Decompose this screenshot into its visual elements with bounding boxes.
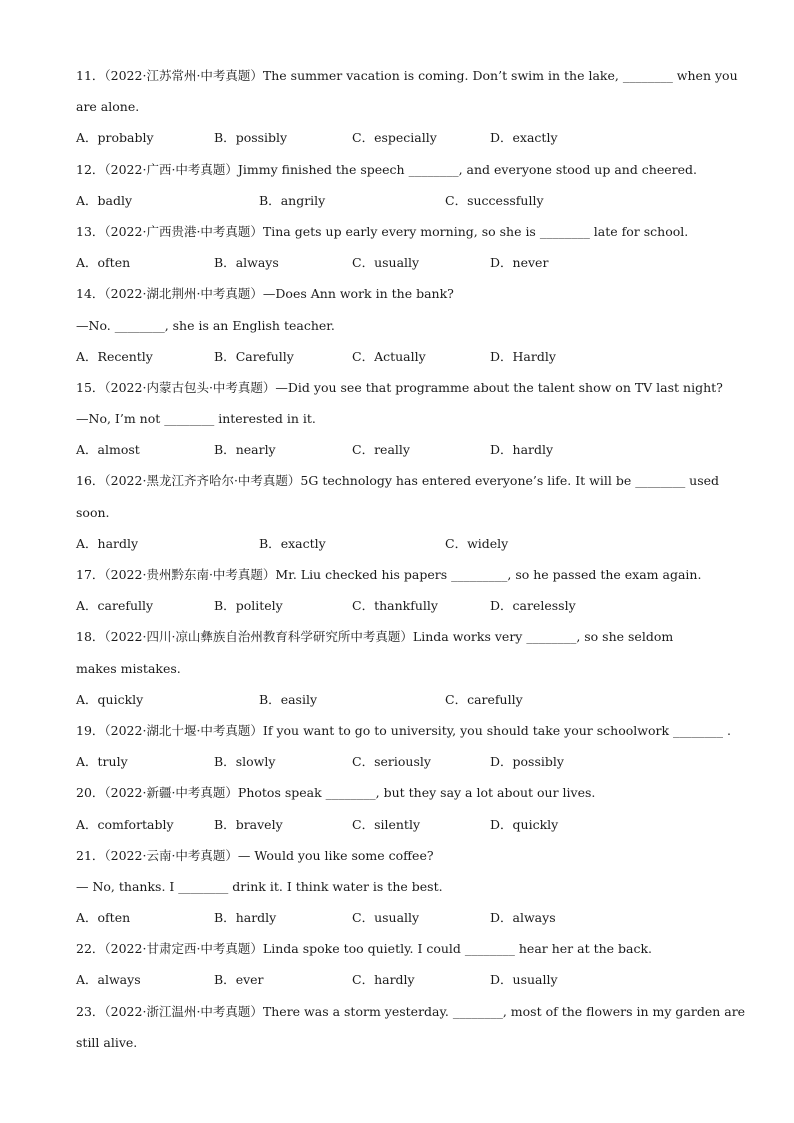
option-letter: C．	[352, 598, 375, 614]
option-text: always	[512, 910, 556, 926]
option-letter: B．	[214, 972, 236, 988]
option-text: never	[512, 255, 549, 271]
option-letter: B．	[214, 255, 236, 271]
answer-options	[76, 185, 716, 216]
option-letter: C．	[352, 816, 375, 832]
answer-option[interactable]	[76, 341, 153, 372]
question-text-line: 14．（2022·湖北荆州·中考真题）—Does Ann work in the bank?	[76, 286, 454, 302]
answer-option[interactable]	[76, 122, 154, 153]
option-text: hardly	[235, 910, 277, 926]
question-item	[76, 777, 716, 839]
option-letter: B．	[259, 192, 281, 208]
answer-option[interactable]	[214, 434, 276, 465]
option-letter: D．	[490, 130, 513, 146]
question-text-line: 12．（2022·广西·中考真题）Jimmy finished the speech ________, and everyone stood up and cheered.	[76, 161, 697, 177]
answer-option[interactable]	[490, 590, 576, 621]
answer-option[interactable]	[214, 122, 287, 153]
option-letter: C．	[352, 348, 375, 364]
option-letter: A．	[76, 754, 98, 770]
option-text: politely	[235, 598, 283, 614]
answer-option[interactable]	[76, 684, 143, 715]
option-letter: C．	[445, 192, 468, 208]
option-text: Carefully	[235, 348, 294, 364]
option-letter: A．	[76, 442, 98, 458]
question-text-line: are alone.	[76, 99, 140, 115]
answer-option[interactable]	[352, 341, 426, 372]
question-text-line: 22．（2022·甘肃定西·中考真题）Linda spoke too quietly. I could ________ hear her at the back.	[76, 941, 653, 957]
option-letter: A．	[76, 255, 98, 271]
answer-option[interactable]	[76, 746, 128, 777]
answer-options	[76, 434, 716, 465]
question-item	[76, 154, 716, 216]
option-text: angrily	[280, 192, 326, 208]
question-item	[76, 996, 746, 1058]
answer-option[interactable]	[214, 746, 275, 777]
question-text-line: 11．（2022·江苏常州·中考真题）The summer vacation is coming. Don’t swim in the lake, ________ when you	[76, 68, 738, 83]
answer-option[interactable]	[352, 809, 420, 840]
answer-option[interactable]	[76, 809, 174, 840]
option-text: exactly	[280, 535, 326, 551]
option-text: ever	[235, 972, 264, 988]
option-text: quickly	[512, 816, 559, 832]
question-item	[76, 216, 716, 278]
option-text: usually	[374, 910, 420, 926]
answer-option[interactable]	[214, 341, 294, 372]
option-letter: A．	[76, 192, 98, 208]
answer-option[interactable]	[490, 434, 553, 465]
answer-options	[76, 528, 716, 559]
answer-option[interactable]	[490, 122, 558, 153]
option-letter: A．	[76, 910, 98, 926]
option-text: always	[97, 972, 141, 988]
answer-option[interactable]	[259, 528, 326, 559]
question-item	[76, 621, 716, 715]
question-item	[76, 715, 731, 777]
answer-option[interactable]	[445, 185, 544, 216]
answer-options	[76, 341, 716, 372]
question-item	[76, 465, 720, 559]
answer-option[interactable]	[76, 434, 140, 465]
answer-option[interactable]	[352, 902, 419, 933]
answer-option[interactable]	[490, 746, 564, 777]
question-text-line: 23．（2022·浙江温州·中考真题）There was a storm yesterday. ________, most of the flowers in my garden are	[76, 1003, 746, 1019]
answer-option[interactable]	[76, 590, 153, 621]
answer-option[interactable]	[76, 964, 141, 995]
answer-option[interactable]	[352, 247, 419, 278]
answer-options	[76, 122, 716, 153]
answer-options	[76, 809, 716, 840]
option-text: possibly	[235, 130, 288, 146]
option-text: nearly	[235, 442, 276, 458]
option-text: usually	[512, 972, 558, 988]
option-letter: B．	[214, 598, 236, 614]
option-text: exactly	[512, 130, 558, 146]
option-letter: B．	[214, 442, 236, 458]
answer-option[interactable]	[490, 341, 556, 372]
option-letter: D．	[490, 972, 513, 988]
answer-option[interactable]	[352, 590, 438, 621]
answer-option[interactable]	[352, 964, 415, 995]
option-text: carefully	[97, 598, 154, 614]
option-text: hardly	[512, 442, 554, 458]
answer-options	[76, 964, 716, 995]
option-text: thankfully	[374, 598, 438, 614]
question-text-line: —No, I’m not ________ interested in it.	[76, 411, 316, 427]
option-letter: B．	[214, 754, 236, 770]
option-letter: B．	[214, 348, 236, 364]
question-text-line: still alive.	[76, 1034, 138, 1050]
answer-option[interactable]	[352, 122, 437, 153]
answer-option[interactable]	[214, 964, 264, 995]
answer-option[interactable]	[214, 809, 283, 840]
question-text-line: —No. ________, she is an English teacher.	[76, 317, 335, 333]
answer-option[interactable]	[445, 684, 523, 715]
answer-option[interactable]	[445, 528, 508, 559]
option-text: truly	[97, 754, 128, 770]
answer-option[interactable]	[490, 902, 556, 933]
question-text-line: 21．（2022·云南·中考真题）— Would you like some coffee?	[76, 847, 434, 863]
answer-option[interactable]	[214, 590, 283, 621]
question-item	[76, 559, 716, 621]
option-text: silently	[374, 816, 421, 832]
answer-option[interactable]	[214, 247, 279, 278]
option-letter: A．	[76, 816, 98, 832]
option-text: Actually	[374, 348, 426, 364]
question-text-line: 18．（2022·四川·凉山彝族自治州教育科学研究所中考真题）Linda works very ________, so she seldom	[76, 629, 674, 645]
question-text-line: — No, thanks. I ________ drink it. I think water is the best.	[76, 878, 443, 894]
option-text: bravely	[235, 816, 283, 832]
question-item	[76, 60, 738, 154]
option-text: always	[235, 255, 279, 271]
option-text: possibly	[512, 754, 564, 770]
answer-option[interactable]	[490, 809, 558, 840]
question-list	[76, 60, 746, 1058]
option-text: especially	[374, 130, 437, 146]
answer-option[interactable]	[490, 247, 548, 278]
question-text-line: 17．（2022·贵州黔东南·中考真题）Mr. Liu checked his papers _________, so he passed the exam again.	[76, 567, 702, 582]
option-letter: C．	[352, 255, 375, 271]
option-letter: D．	[490, 754, 513, 770]
answer-option[interactable]	[214, 902, 276, 933]
question-text-line: 13．（2022·广西贵港·中考真题）Tina gets up early every morning, so she is ________ late for school.	[76, 223, 689, 239]
answer-option[interactable]	[490, 964, 558, 995]
option-text: almost	[97, 442, 140, 458]
option-text: badly	[97, 192, 133, 208]
option-text: really	[374, 442, 410, 458]
option-text: seriously	[374, 754, 431, 770]
option-letter: B．	[214, 910, 236, 926]
option-letter: A．	[76, 535, 98, 551]
question-text-line: 15．（2022·内蒙古包头·中考真题）—Did you see that programme about the talent show on TV last night?	[76, 379, 723, 395]
answer-option[interactable]	[259, 684, 317, 715]
option-letter: C．	[352, 754, 375, 770]
option-text: probably	[97, 130, 154, 146]
option-text: carefully	[467, 691, 523, 707]
option-text: easily	[280, 691, 318, 707]
question-item	[76, 933, 716, 995]
option-letter: A．	[76, 691, 98, 707]
option-text: often	[97, 255, 131, 271]
option-letter: D．	[490, 598, 513, 614]
option-text: widely	[467, 535, 509, 551]
answer-option[interactable]	[259, 185, 325, 216]
question-text-line: makes mistakes.	[76, 660, 181, 676]
option-letter: D．	[490, 442, 513, 458]
question-text-line: 19．（2022·湖北十堰·中考真题）If you want to go to university, you should take your schoolwork ________ .	[76, 722, 731, 738]
option-letter: A．	[76, 598, 98, 614]
question-item	[76, 372, 723, 466]
answer-option[interactable]	[76, 185, 132, 216]
answer-option[interactable]	[352, 434, 410, 465]
option-letter: A．	[76, 972, 98, 988]
option-letter: B．	[214, 130, 236, 146]
option-letter: C．	[352, 910, 375, 926]
option-text: quickly	[97, 691, 144, 707]
option-letter: D．	[490, 255, 513, 271]
answer-options	[76, 247, 716, 278]
option-text: slowly	[235, 754, 276, 770]
option-text: often	[97, 910, 131, 926]
option-letter: C．	[445, 691, 468, 707]
option-text: comfortably	[97, 816, 174, 832]
option-letter: D．	[490, 348, 513, 364]
option-text: usually	[374, 255, 420, 271]
option-text: successfully	[467, 192, 544, 208]
option-text: Recently	[97, 348, 153, 364]
option-letter: C．	[445, 535, 468, 551]
answer-option[interactable]	[76, 528, 138, 559]
question-text-line: soon.	[76, 504, 110, 520]
option-letter: B．	[214, 816, 236, 832]
option-letter: C．	[352, 972, 375, 988]
option-letter: A．	[76, 348, 98, 364]
option-text: hardly	[97, 535, 139, 551]
option-letter: B．	[259, 535, 281, 551]
answer-options	[76, 590, 716, 621]
answer-options	[76, 746, 716, 777]
question-text-line: 16．（2022·黑龙江齐齐哈尔·中考真题）5G technology has entered everyone’s life. It will be ________ used	[76, 473, 720, 489]
option-letter: B．	[259, 691, 281, 707]
question-item	[76, 278, 716, 372]
question-text-line: 20．（2022·新疆·中考真题）Photos speak ________, but they say a lot about our lives.	[76, 785, 596, 801]
question-item	[76, 840, 716, 934]
answer-option[interactable]	[76, 247, 130, 278]
answer-options	[76, 902, 716, 933]
option-text: hardly	[374, 972, 415, 988]
option-letter: A．	[76, 130, 98, 146]
answer-options	[76, 684, 716, 715]
answer-option[interactable]	[352, 746, 431, 777]
option-text: carelessly	[512, 598, 576, 614]
option-letter: C．	[352, 442, 375, 458]
option-text: Hardly	[512, 348, 556, 364]
answer-option[interactable]	[76, 902, 130, 933]
option-letter: C．	[352, 130, 375, 146]
option-letter: D．	[490, 910, 513, 926]
option-letter: D．	[490, 816, 513, 832]
